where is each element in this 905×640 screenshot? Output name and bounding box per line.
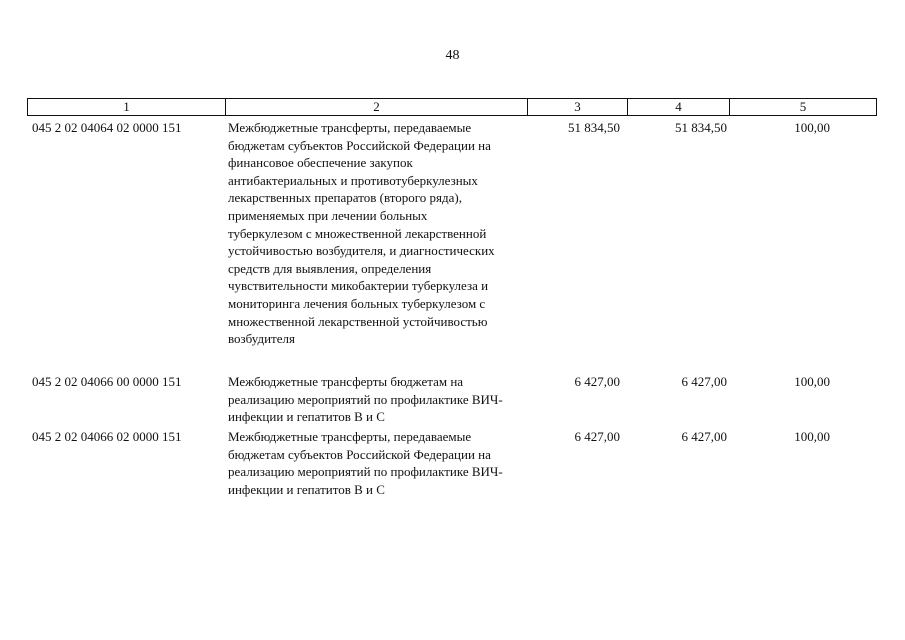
description-line: множественной лекарственной устойчивостью [228, 313, 488, 329]
col5-value: 100,00 [794, 374, 830, 389]
description-line: средств для выявления, определения [228, 260, 432, 276]
column-header-1: 1 [28, 99, 226, 115]
row-description [228, 373, 528, 426]
row-description [228, 119, 528, 348]
budget-code: 045 2 02 04064 02 0000 151 [32, 120, 182, 135]
col3-value: 6 427,00 [574, 374, 620, 389]
description-line: туберкулезом с множественной лекарственной [228, 225, 487, 241]
description-line: чувствительности микобактерии туберкулеза и [228, 278, 489, 294]
column-header-4: 4 [628, 99, 730, 115]
description-line: бюджетам субъектов Российской Федерации на [228, 446, 491, 462]
description-line: инфекции и гепатитов B и C [228, 481, 385, 497]
col3-value: 6 427,00 [574, 429, 620, 444]
col3-value: 51 834,50 [568, 120, 620, 135]
description-line: инфекции и гепатитов B и C [228, 409, 385, 425]
description-line: бюджетам субъектов Российской Федерации на [228, 137, 491, 153]
col4-value: 6 427,00 [681, 429, 727, 444]
col4-value: 51 834,50 [675, 120, 727, 135]
description-line: применяемых при лечении больных [228, 207, 428, 223]
description-line: Межбюджетные трансферты, передаваемые [228, 120, 472, 135]
col5-value: 100,00 [794, 120, 830, 135]
col5-value: 100,00 [794, 429, 830, 444]
description-line: устойчивостью возбудителя, и диагностических [228, 243, 495, 259]
row-description [228, 428, 528, 498]
budget-code: 045 2 02 04066 00 0000 151 [32, 374, 182, 389]
description-line: Межбюджетные трансферты, передаваемые [228, 429, 472, 444]
description-line: возбудителя [228, 331, 295, 347]
description-line: антибактериальных и противотуберкулезных [228, 172, 478, 188]
column-header-5: 5 [799, 99, 807, 114]
description-line: реализацию мероприятий по профилактике ВИЧ- [228, 391, 503, 407]
description-line: финансовое обеспечение закупок [228, 155, 413, 171]
page-number: 48 [445, 48, 460, 63]
col4-value: 6 427,00 [681, 374, 727, 389]
description-line: реализацию мероприятий по профилактике ВИЧ- [228, 464, 503, 480]
description-line: Межбюджетные трансферты бюджетам на [228, 374, 464, 389]
description-line: мониторинга лечения больных туберкулезом с [228, 295, 486, 311]
table-header-row [27, 98, 877, 116]
column-header-3: 3 [528, 99, 628, 115]
description-line: лекарственных препаратов (второго ряда), [228, 190, 462, 206]
budget-code: 045 2 02 04066 02 0000 151 [32, 429, 182, 444]
column-header-2: 2 [226, 99, 528, 115]
